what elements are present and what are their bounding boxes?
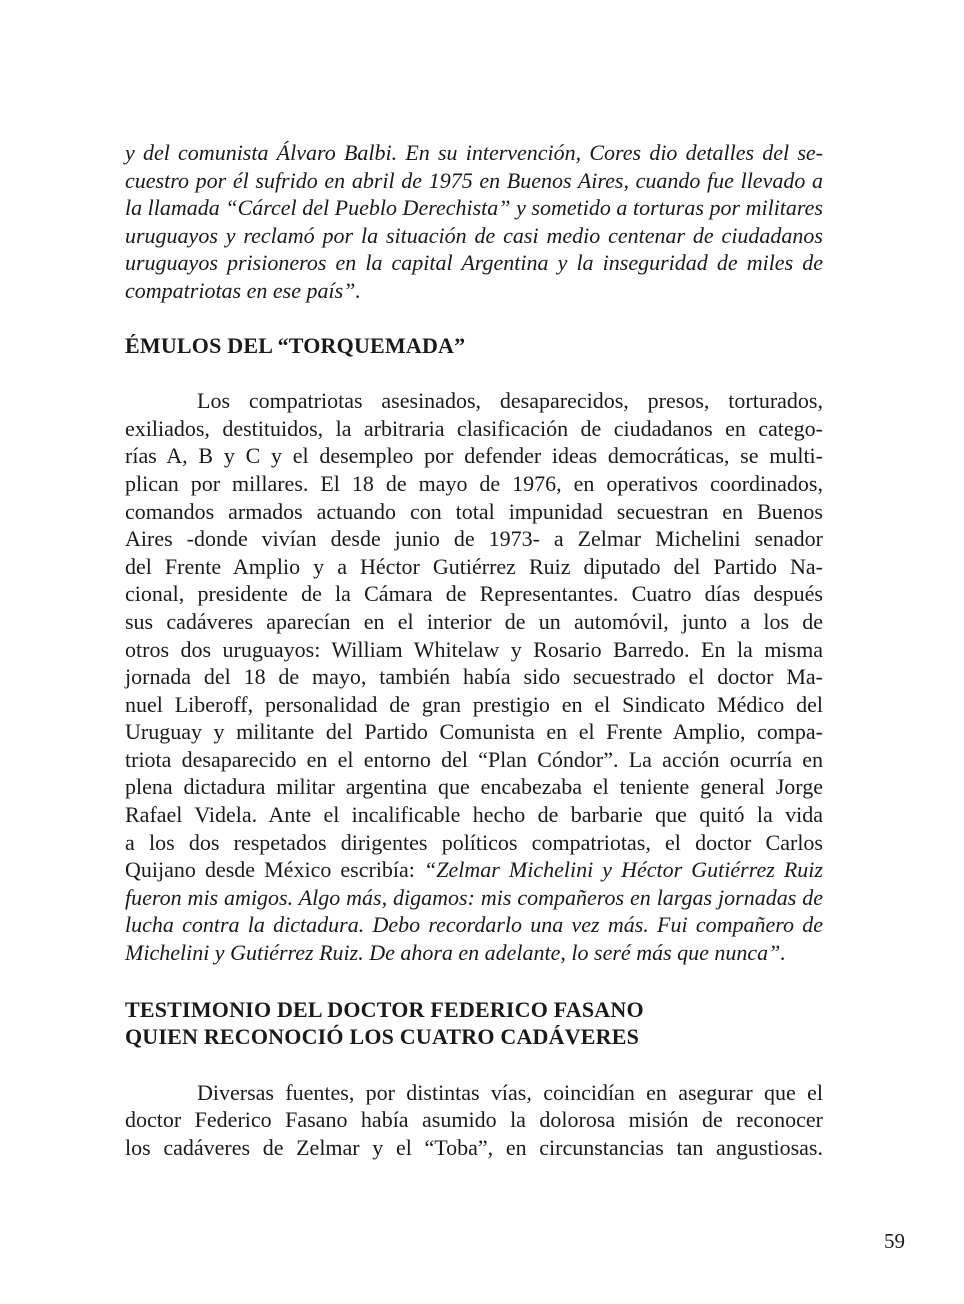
heading-line: TESTIMONIO DEL DOCTOR FEDERICO FASANO <box>125 996 644 1022</box>
paragraph-line: del Frente Amplio y a Héctor Gutiérrez Ruiz diputado del Partido Na- <box>125 553 823 579</box>
paragraph-line: doctor Federico Fasano había asumido la dolorosa misión de reconocer <box>125 1107 823 1133</box>
page-content <box>125 139 823 1162</box>
quote-line: uruguayos y reclamó por la situación de casi medio centenar de ciudadanos <box>125 222 823 248</box>
section2-paragraph <box>125 1079 823 1162</box>
section-heading-emulos: ÉMULOS DEL “TORQUEMADA” <box>125 332 466 358</box>
paragraph-line: plena dictadura militar argentina que encabezaba el teniente general Jorge <box>125 774 823 800</box>
paragraph-line: Aires -donde vivían desde junio de 1973- a Zelmar Michelini senador <box>125 526 823 552</box>
paragraph-line: comandos armados actuando con total impunidad secuestran en Buenos <box>125 498 823 524</box>
section1-paragraph <box>125 387 823 966</box>
paragraph-line-mixed <box>125 856 823 884</box>
paragraph-line: a los dos respetados dirigentes políticos compatriotas, el doctor Carlos <box>125 829 823 855</box>
paragraph-line: otros dos uruguayos: William Whitelaw y Rosario Barredo. En la misma <box>125 636 823 662</box>
paragraph-line: los cadáveres de Zelmar y el “Toba”, en circunstancias tan angustiosas. <box>125 1135 823 1160</box>
paragraph-line: exiliados, destituidos, la arbitraria clasificación de ciudadanos en catego- <box>125 415 823 441</box>
paragraph-line: sus cadáveres aparecían en el interior de un automóvil, junto a los de <box>125 608 823 634</box>
quoted-text-start: “Zelmar Michelini y Héctor Gutiérrez Ruiz <box>424 857 823 883</box>
quoted-line: Michelini y Gutiérrez Ruiz. De ahora en adelante, lo seré más que nunca”. <box>125 940 786 966</box>
paragraph-line: nuel Liberoff, personalidad de gran prestigio en el Sindicato Médico del <box>125 691 823 717</box>
paragraph-line: triota desaparecido en el entorno del “Plan Cóndor”. La acción ocurría en <box>125 746 823 772</box>
paragraph-line: Los compatriotas asesinados, desaparecidos, presos, torturados, <box>197 388 823 414</box>
quote-line: la llamada “Cárcel del Pueblo Derechista” y sometido a torturas por militares <box>125 195 823 221</box>
quote-line: uruguayos prisioneros en la capital Argentina y la inseguridad de miles de <box>125 250 823 276</box>
paragraph-line: Rafael Videla. Ante el incalificable hecho de barbarie que quitó la vida <box>125 802 823 828</box>
paragraph-line: jornada del 18 de mayo, también había sido secuestrado el doctor Ma- <box>125 664 823 690</box>
quote-block <box>125 139 823 305</box>
paragraph-line: Uruguay y militante del Partido Comunista en el Frente Amplio, compa- <box>125 719 823 745</box>
section-heading-testimonio <box>125 996 823 1051</box>
paragraph-line: cional, presidente de la Cámara de Representantes. Cuatro días después <box>125 581 823 607</box>
paragraph-line: plican por millares. El 18 de mayo de 1976, en operativos coordinados, <box>125 470 823 496</box>
paragraph-line: Diversas fuentes, por distintas vías, coincidían en asegurar que el <box>197 1079 823 1105</box>
paragraph-line: rías A, B y C y el desempleo por defender ideas democráticas, se multi- <box>125 443 823 469</box>
quote-line: compatriotas en ese país”. <box>125 277 361 303</box>
quote-intro-text: Quijano desde México escribía: <box>125 857 425 883</box>
heading-line: QUIEN RECONOCIÓ LOS CUATRO CADÁVERES <box>125 1024 640 1050</box>
quoted-line: lucha contra la dictadura. Debo recordarlo una vez más. Fui compañero de <box>125 912 823 938</box>
quote-line: y del comunista Álvaro Balbi. En su intervención, Cores dio detalles del se- <box>125 140 823 165</box>
quoted-line: fueron mis amigos. Algo más, digamos: mis compañeros en largas jornadas de <box>125 884 823 910</box>
page-number: 59 <box>884 1229 905 1253</box>
quote-line: cuestro por él sufrido en abril de 1975 en Buenos Aires, cuando fue llevado a <box>125 167 823 193</box>
